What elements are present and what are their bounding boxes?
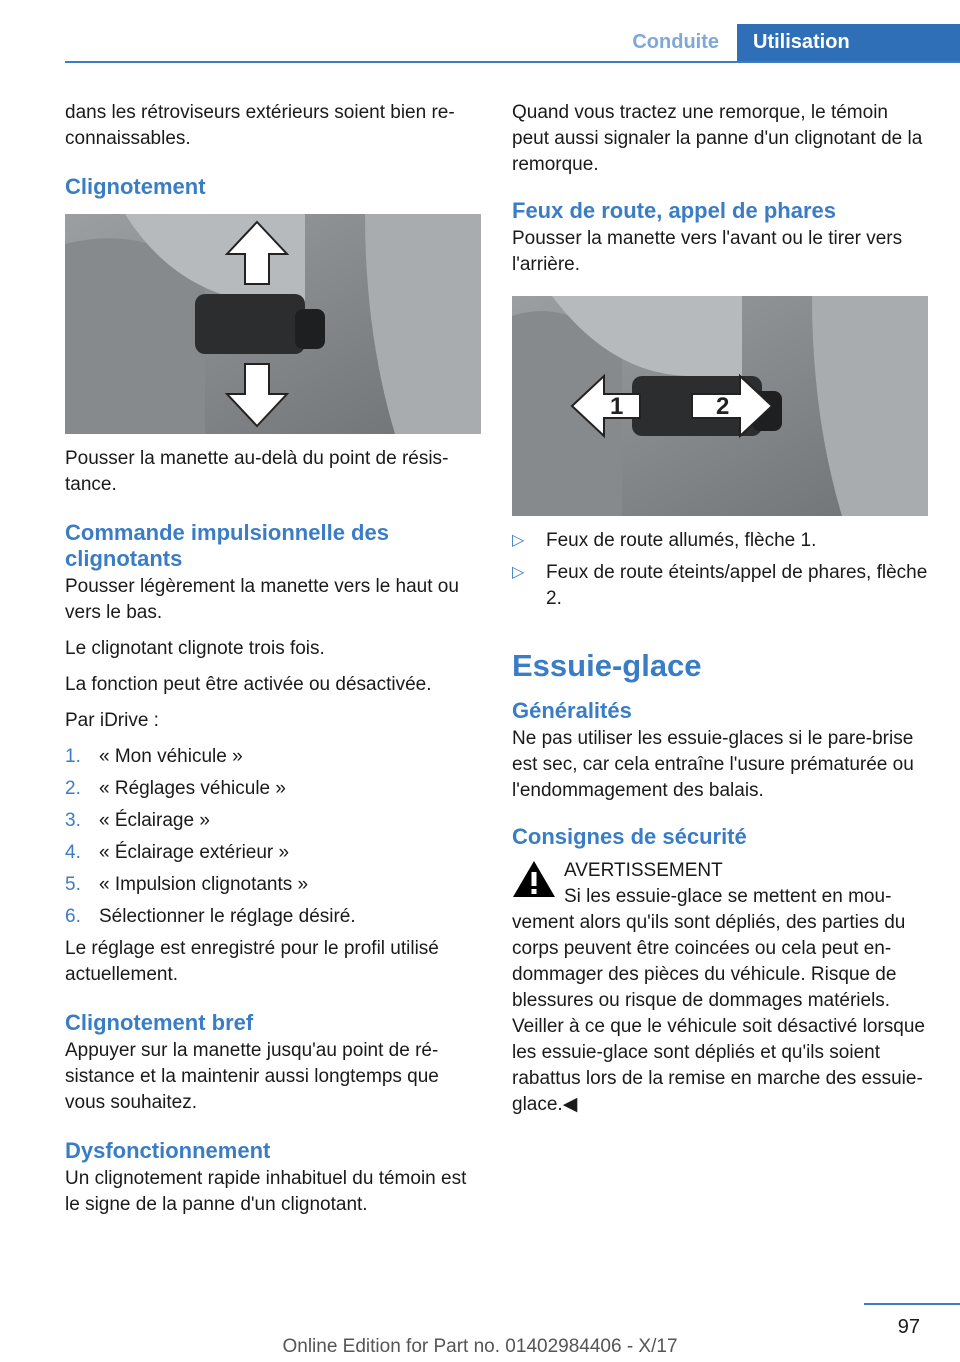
heading-clignotement: Clignotement <box>65 174 206 199</box>
list-item: 6. Sélectionner le réglage désiré. <box>65 906 356 927</box>
high-beam-bullets <box>512 528 928 612</box>
list-item: 5. « Impulsion clignotants » <box>65 874 309 895</box>
heading-clignotement-bref: Clignotement bref <box>65 1010 254 1035</box>
heading-generalites: Généralités <box>512 698 632 723</box>
list-item: 4. « Éclairage extérieur » <box>65 842 290 863</box>
turn-signal-illustration <box>65 214 481 434</box>
heading-dysfonctionnement: Dysfonctionnement <box>65 1138 271 1163</box>
figure-turn-signal-lever <box>65 214 481 434</box>
arrow-label-2: 2 <box>716 393 730 420</box>
warning-triangle-icon <box>512 860 556 898</box>
commande-text-2: Le clignotant clignote trois fois. <box>65 638 325 659</box>
list-item: 3. « Éclairage » <box>65 810 210 831</box>
idrive-steps <box>65 744 481 930</box>
feux-text: Pousser la manette vers l'avant ou le tirer vers l'arrière. <box>512 228 903 275</box>
list-item: ▷ Feux de route allumés, flèche 1. <box>512 528 928 554</box>
dysf-text: Un clignotement rapide inhabituel du témoin est le signe de la panne d'un clignotant. <box>65 1168 467 1215</box>
page-number: 97 <box>897 1316 920 1338</box>
triangle-bullet-icon: ▷ <box>512 532 525 549</box>
tab-conduite[interactable]: Conduite <box>632 31 719 53</box>
warning-block <box>512 858 928 884</box>
header-rule <box>65 61 960 63</box>
arrow-label-1: 1 <box>610 393 624 420</box>
figure-high-beam-lever <box>512 296 928 516</box>
heading-feux-de-route: Feux de route, appel de phares <box>512 198 836 223</box>
triangle-bullet-icon: ▷ <box>512 564 525 581</box>
heading-essuie-glace: Essuie-glace <box>512 648 702 683</box>
list-item: 1. « Mon véhicule » <box>65 746 243 767</box>
saved-profile-text: Le réglage est enregistré pour le profil utilisé actuellement. <box>65 938 439 985</box>
edition-footer: Online Edition for Part no. 01402984406 - X/17 <box>282 1336 678 1357</box>
generalites-text: Ne pas utiliser les essuie-glaces si le pare-brise est sec, car cela entraîne l'usure prématurée ou l'endommagement des balais. <box>512 728 914 801</box>
remorque-text: Quand vous tractez une remorque, le témoin peut aussi signaler la panne d'un clignotant de la remorque. <box>512 102 923 175</box>
warning-text: Si les essuie-glace se mettent en mouvement alors qu'ils sont dépliés, des parties du corps peuvent être coincées ou cela peut endommager des pièces du véhicule. Risque de blessures ou risque de dommages matériels. Veiller à ce que le véhicule soit désactivé lorsque les essuie-glace sont dépliés et qu'ils soient rabattus lors de la remise en marche des essuie-glace.◀ <box>512 886 925 1115</box>
commande-text-3: La fonction peut être activée ou désactivée. <box>65 674 432 695</box>
warning-title: AVERTISSEMENT <box>564 860 723 881</box>
heading-consignes: Consignes de sécurité <box>512 824 747 849</box>
footer-rule <box>864 1303 960 1305</box>
intro-text: dans les rétroviseurs extérieurs soient bien reconnaissables. <box>65 102 455 149</box>
bref-text: Appuyer sur la manette jusqu'au point de résistance et la maintenir aussi longtemps que vous souhaitez. <box>65 1040 439 1113</box>
left-column <box>65 100 481 1228</box>
heading-commande: Commande impulsionnelle des clignotants <box>65 520 389 571</box>
list-item: 2. « Réglages véhicule » <box>65 778 286 799</box>
warning-body <box>512 884 928 1118</box>
idrive-text: Par iDrive : <box>65 710 159 731</box>
right-column <box>512 100 928 1128</box>
high-beam-illustration <box>512 296 928 516</box>
list-item: ▷ Feux de route éteints/appel de phares, flèche 2. <box>512 562 928 609</box>
tab-utilisation[interactable]: Utilisation <box>737 24 960 61</box>
commande-text-1: Pousser légèrement la manette vers le haut ou vers le bas. <box>65 576 459 623</box>
push-lever-text: Pousser la manette au-delà du point de résistance. <box>65 448 449 495</box>
